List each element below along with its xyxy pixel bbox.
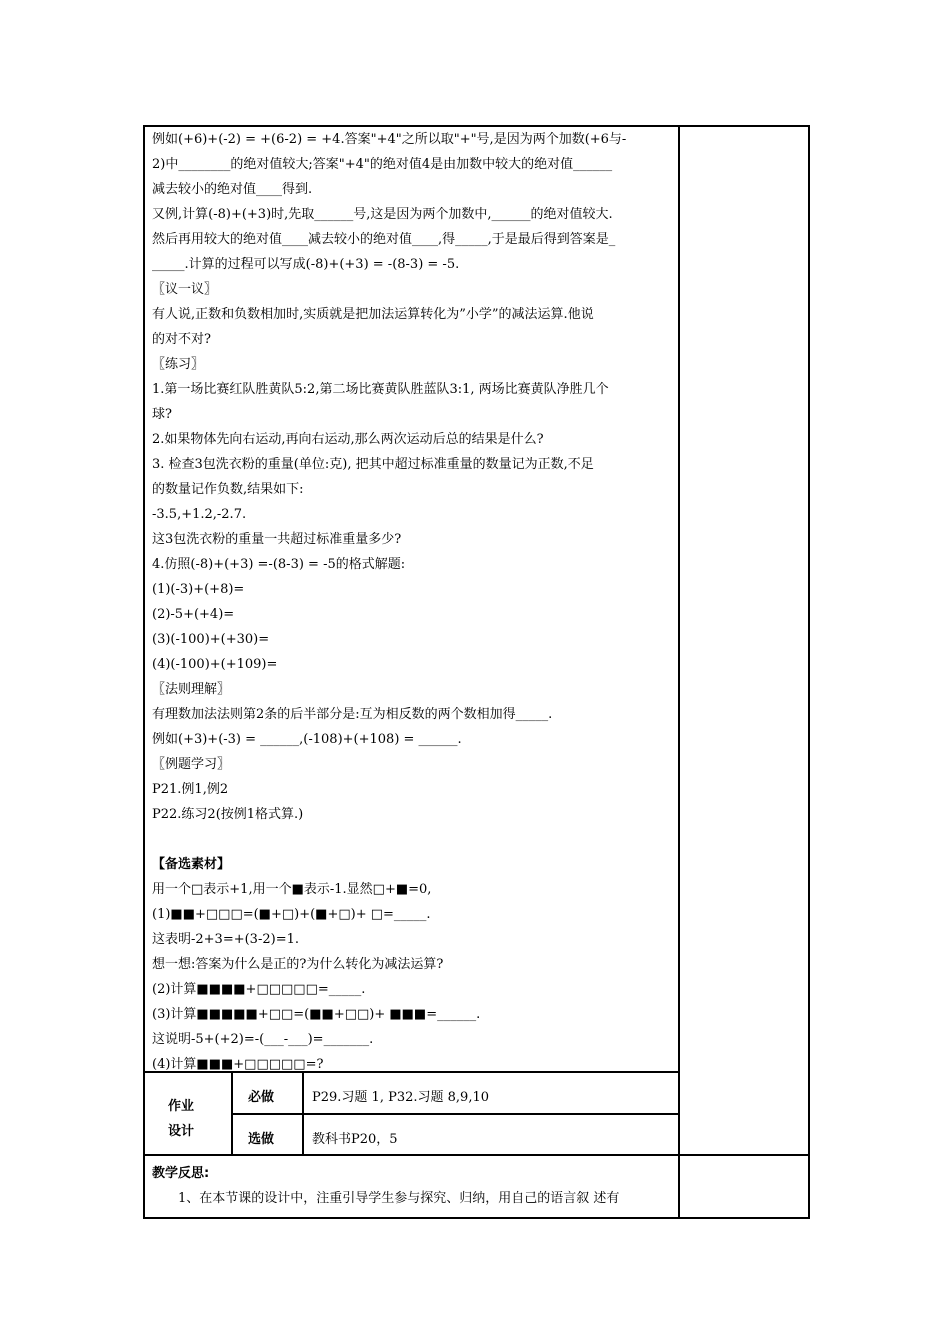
text-line: (3)计算■■■■■+□□=(■■+□□)+ ■■■=______.: [152, 1007, 481, 1022]
text-line: 球?: [152, 407, 172, 422]
section-heading-materials: 【备选素材】: [152, 857, 231, 872]
section-heading-discuss: 〖议一议〗: [152, 282, 218, 297]
required-homework-text: P29.习题 1, P32.习题 8,9,10: [312, 1090, 489, 1105]
text-line: -3.5,+1.2,-2.7.: [152, 507, 247, 522]
text-line: (2)计算■■■■+□□□□□=_____.: [152, 982, 366, 997]
optional-label: 选做: [248, 1132, 275, 1147]
text-line: 的对不对?: [152, 332, 211, 347]
text-line: (3)(-100)+(+30)=: [152, 632, 270, 647]
text-line: 例如(+6)+(-2) = +(6-2) = +4.答案"+4"之所以取"+"号,是因为两个加数(+6与-: [152, 132, 627, 147]
text-line: 用一个□表示+1,用一个■表示-1.显然□+■=0,: [152, 882, 432, 897]
section-heading-rule: 〖法则理解〗: [152, 682, 231, 697]
table-right-column-divider: [678, 125, 680, 1219]
text-line: 3. 检查3包洗衣粉的重量(单位:克), 把其中超过标准重量的数量记为正数,不足: [152, 457, 594, 472]
required-label: 必做: [248, 1090, 275, 1105]
text-line: (1)■■+□□□=(■+□)+(■+□)+ □=_____.: [152, 907, 431, 922]
text-line: 想一想:答案为什么是正的?为什么转化为减法运算?: [152, 957, 444, 972]
text-line: 例如(+3)+(-3) = ______,(-108)+(+108) = ______.: [152, 732, 462, 747]
text-line: 这说明-5+(+2)=-(___-___)=_______.: [152, 1032, 374, 1047]
text-line: 又例,计算(-8)+(+3)时,先取______号,这是因为两个加数中,______的绝对值较大.: [152, 207, 613, 222]
homework-label-line1: 作业: [168, 1099, 195, 1114]
reflection-text: 1、在本节课的设计中，注重引导学生参与探究、归纳，用自己的语言叙 述有: [178, 1191, 620, 1206]
text-line: P22.练习2(按例1格式算.): [152, 807, 304, 822]
text-line: 减去较小的绝对值____得到.: [152, 182, 313, 197]
section-heading-examples: 〖例题学习〗: [152, 757, 231, 772]
homework-row-middle-rule: [231, 1113, 680, 1115]
text-line: 这表明-2+3=+(3-2)=1.: [152, 932, 299, 947]
homework-type-divider: [302, 1071, 304, 1156]
text-line: 这3包洗衣粉的重量一共超过标准重量多少?: [152, 532, 402, 547]
text-line: 的数量记作负数,结果如下:: [152, 482, 304, 497]
text-line: 2.如果物体先向右运动,再向右运动,那么两次运动后总的结果是什么?: [152, 432, 544, 447]
homework-label-divider: [231, 1071, 233, 1156]
section-heading-practice: 〖练习〗: [152, 357, 205, 372]
text-line: 然后再用较大的绝对值____减去较小的绝对值____,得_____,于是最后得到答案是_: [152, 232, 616, 247]
reflection-title: 教学反思:: [152, 1166, 210, 1181]
homework-label-line2: 设计: [168, 1124, 195, 1139]
optional-homework-text: 教科书P20，5: [312, 1132, 398, 1147]
text-line: P21.例1,例2: [152, 782, 229, 797]
text-line: 1.第一场比赛红队胜黄队5:2,第二场比赛黄队胜蓝队3:1, 两场比赛黄队净胜几个: [152, 382, 609, 397]
text-line: (1)(-3)+(+8)=: [152, 582, 245, 597]
text-line: 有人说,正数和负数相加时,实质就是把加法运算转化为”小学”的减法运算.他说: [152, 307, 594, 322]
text-line: (2)-5+(+4)=: [152, 607, 235, 622]
reflection-row-top-rule: [143, 1154, 810, 1156]
text-line: _____.计算的过程可以写成(-8)+(+3) = -(8-3) = -5.: [152, 257, 460, 272]
text-line: (4)(-100)+(+109)=: [152, 657, 278, 672]
text-line: (4)计算■■■+□□□□□=?: [152, 1057, 324, 1072]
text-line: 4.仿照(-8)+(+3) =-(8-3) = -5的格式解题:: [152, 557, 406, 572]
text-line: 有理数加法法则第2条的后半部分是:互为相反数的两个数相加得_____.: [152, 707, 553, 722]
text-line: 2)中________的绝对值较大;答案"+4"的绝对值4是由加数中较大的绝对值______: [152, 157, 613, 172]
